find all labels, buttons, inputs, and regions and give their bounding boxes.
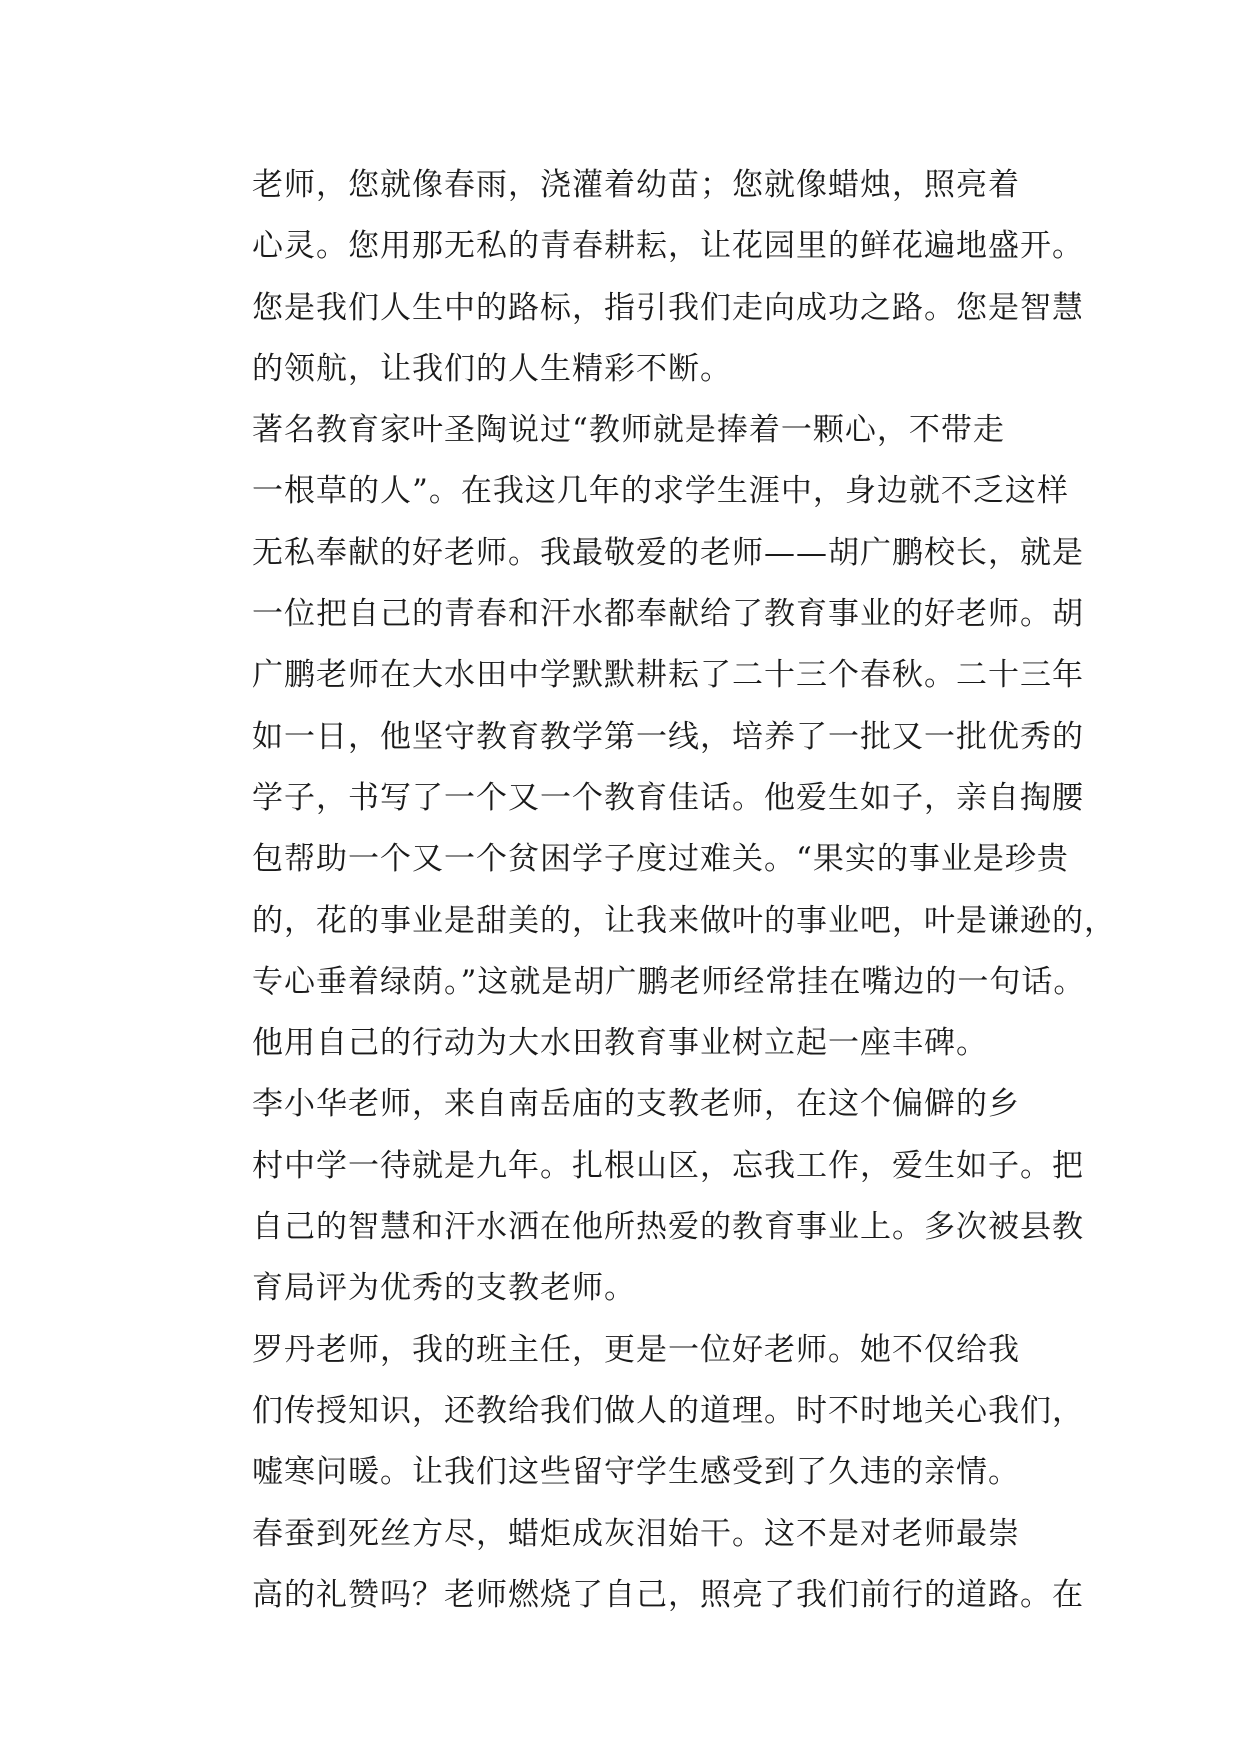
text-line: 的，花的事业是甜美的，让我来做叶的事业吧，叶是谦逊的， [252, 902, 1116, 939]
text-line: 育局评为优秀的支教老师。 [252, 1270, 636, 1307]
text-line: 李小华老师，来自南岳庙的支教老师，在这个偏僻的乡 [252, 1086, 1020, 1123]
essay-body [190, 155, 1116, 1626]
text-line: 无私奉献的好老师。我最敬爱的老师——胡广鹏校长，就是 [252, 534, 1084, 571]
text-line: 春蚕到死丝方尽，蜡炬成灰泪始干。这不是对老师最崇 [252, 1515, 1020, 1552]
text-line: 他用自己的行动为大水田教育事业树立起一座丰碑。 [252, 1025, 988, 1062]
text-line: 一根草的人”。在我这几年的求学生涯中，身边就不乏这样 [252, 473, 1069, 510]
text-line: 嘘寒问暖。让我们这些留守学生感受到了久违的亲情。 [252, 1454, 1020, 1491]
text-line: 自己的智慧和汗水洒在他所热爱的教育事业上。多次被县教 [252, 1209, 1084, 1246]
text-line: 罗丹老师，我的班主任，更是一位好老师。她不仅给我 [252, 1331, 1020, 1368]
text-line: 如一日，他坚守教育教学第一线，培养了一批又一批优秀的 [252, 718, 1084, 755]
text-line: 村中学一待就是九年。扎根山区，忘我工作，爱生如子。把 [252, 1147, 1084, 1184]
text-line: 高的礼赞吗？老师燃烧了自己，照亮了我们前行的道路。在 [252, 1576, 1084, 1613]
paragraph [190, 1504, 1084, 1627]
paragraph [190, 1320, 1084, 1504]
text-line: 广鹏老师在大水田中学默默耕耘了二十三个春秋。二十三年 [252, 657, 1084, 694]
text-line: 的领航，让我们的人生精彩不断。 [252, 350, 732, 387]
paragraph [190, 155, 1084, 400]
text-line: 专心垂着绿荫。”这就是胡广鹏老师经常挂在嘴边的一句话。 [252, 963, 1086, 1000]
text-line: 老师，您就像春雨，浇灌着幼苗；您就像蜡烛，照亮着 [252, 167, 1020, 203]
text-line: 著名教育家叶圣陶说过“教师就是捧着一颗心，不带走 [252, 412, 1005, 449]
text-line: 包帮助一个又一个贫困学子度过难关。“果实的事业是珍贵 [252, 841, 1069, 878]
text-line: 您是我们人生中的路标，指引我们走向成功之路。您是智慧 [252, 289, 1084, 326]
paragraph [190, 400, 1116, 1074]
text-line: 一位把自己的青春和汗水都奉献给了教育事业的好老师。胡 [252, 596, 1084, 633]
paragraph [190, 1074, 1084, 1319]
text-line: 们传授知识，还教给我们做人的道理。时不时地关心我们， [252, 1392, 1084, 1429]
text-line: 心灵。您用那无私的青春耕耘，让花园里的鲜花遍地盛开。 [252, 228, 1084, 265]
text-line: 学子，书写了一个又一个教育佳话。他爱生如子，亲自掏腰 [252, 779, 1084, 816]
